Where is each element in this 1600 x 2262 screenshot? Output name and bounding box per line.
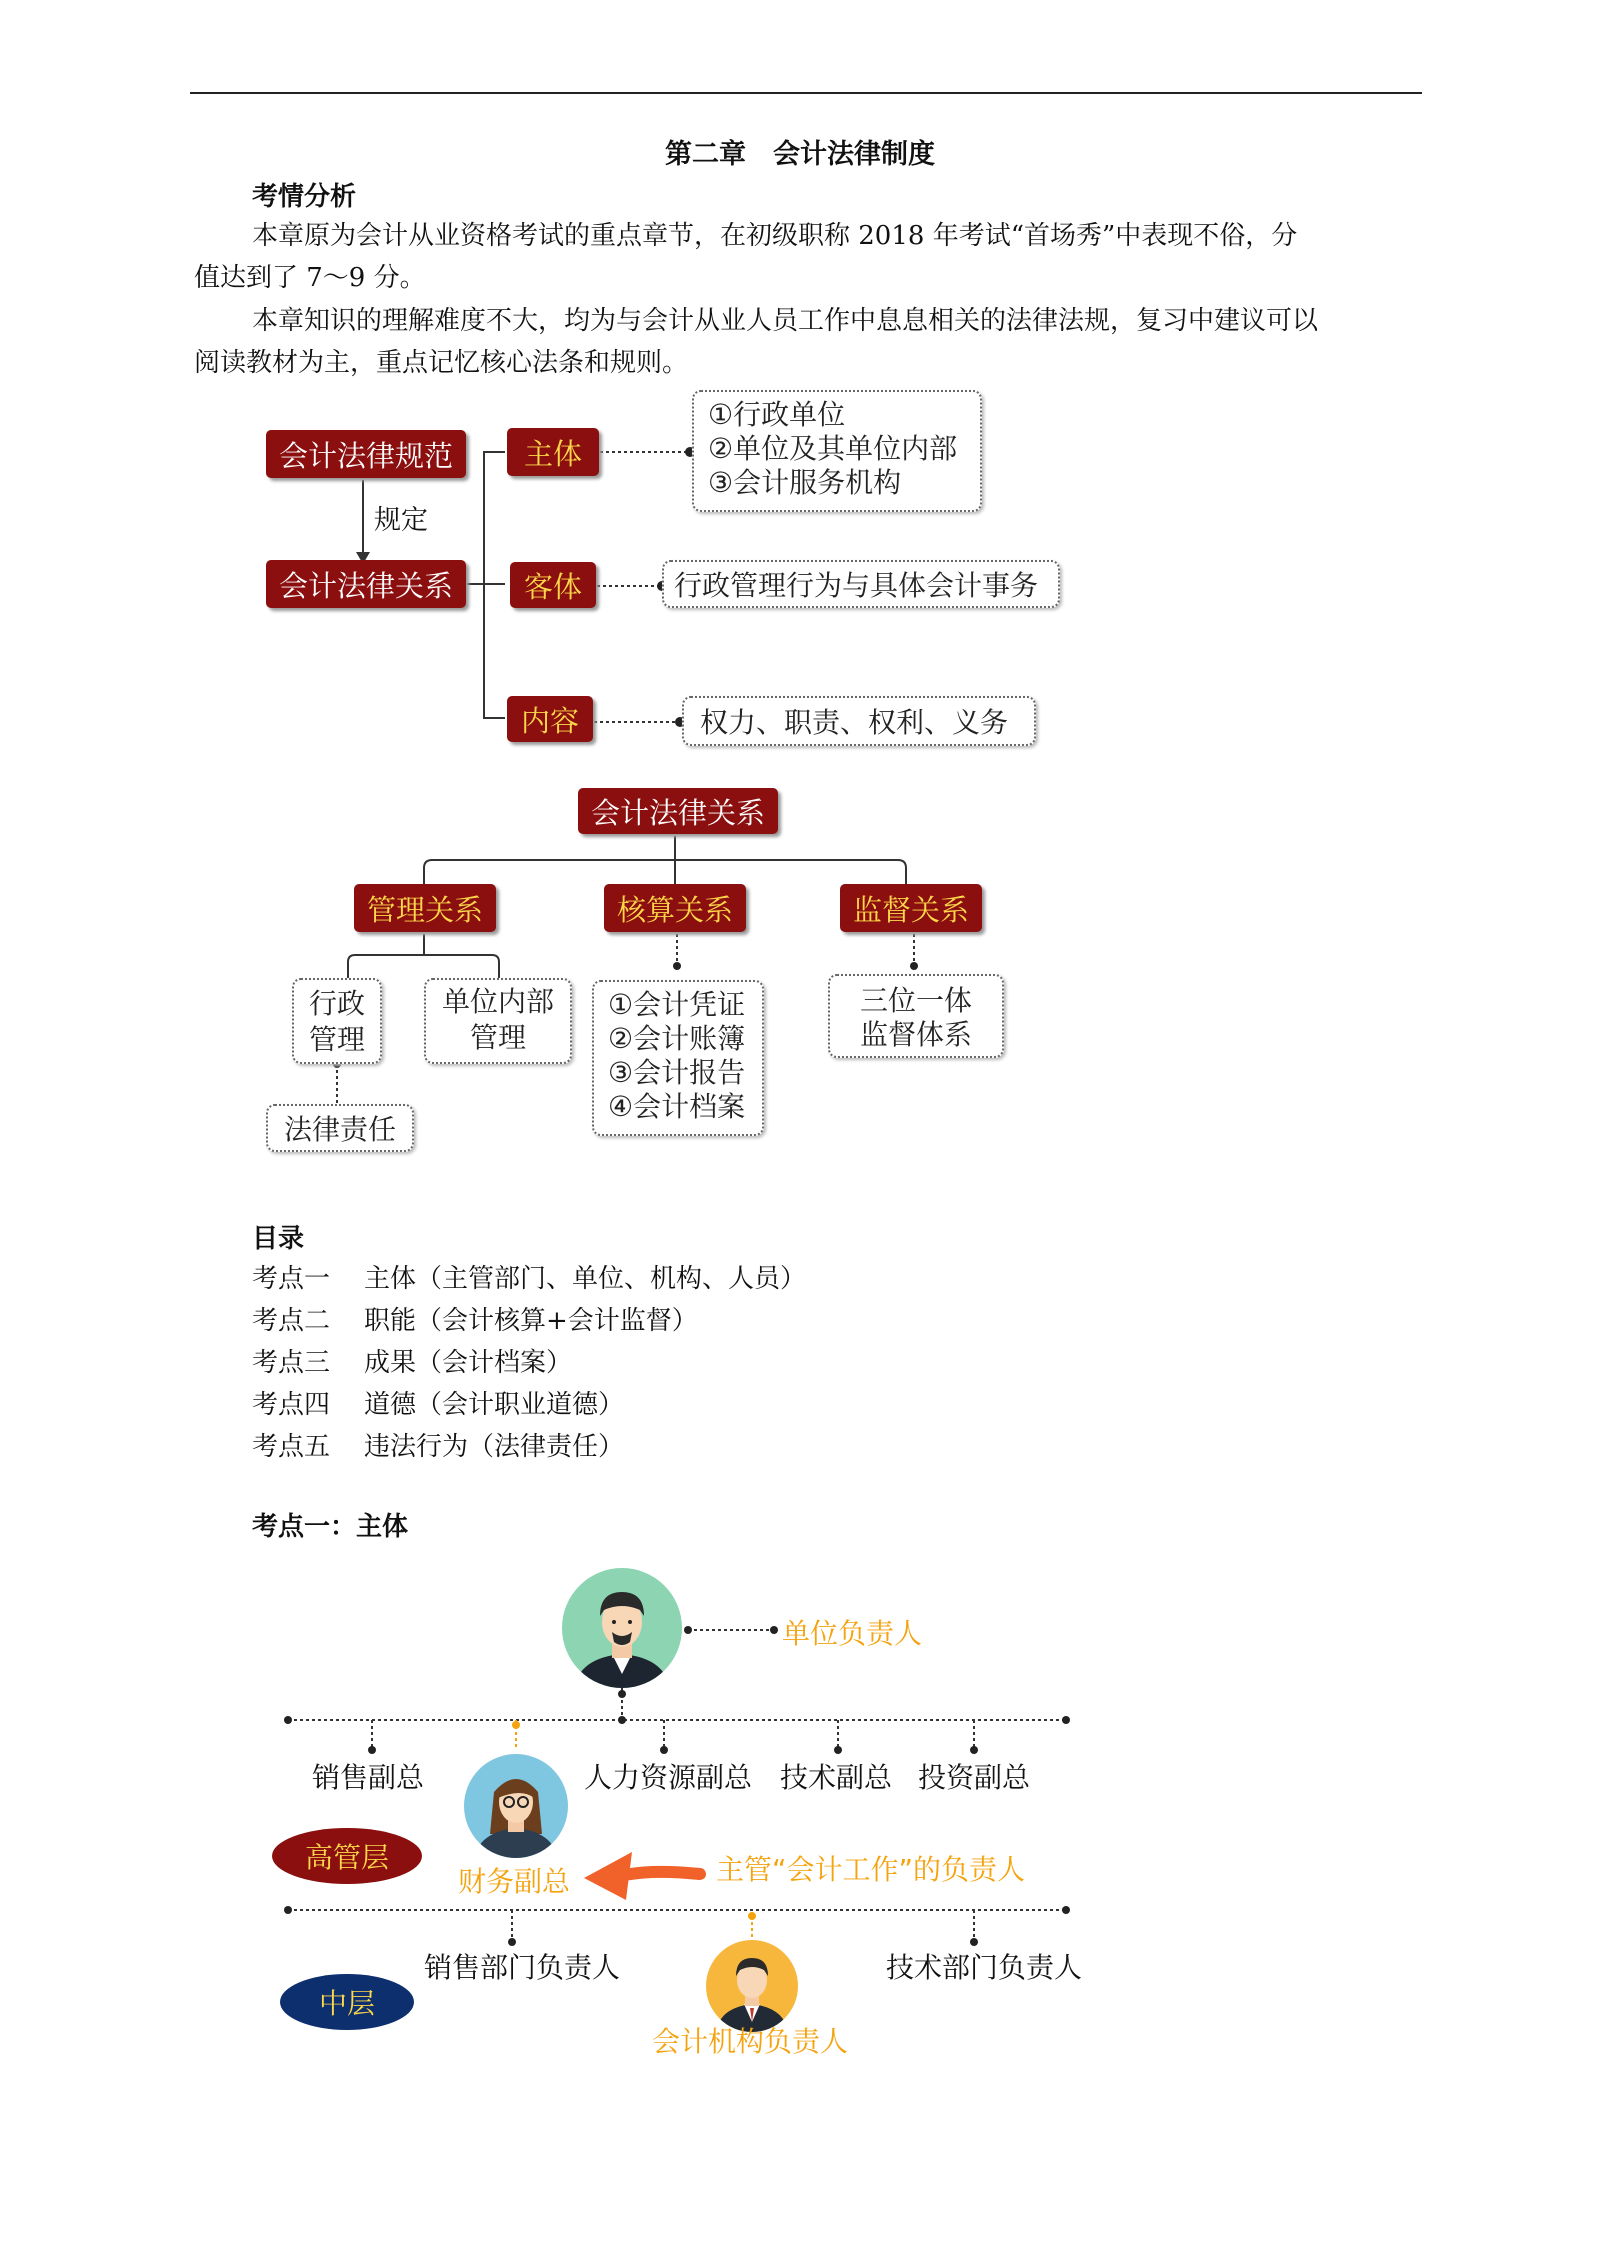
middle-badge: 中层: [280, 1974, 414, 2030]
analysis-heading: 考情分析: [252, 182, 357, 212]
subject-item: ③会计服务机构: [708, 466, 902, 499]
para1-line2: 值达到了 7～9 分。: [194, 263, 426, 293]
senior-badge: 高管层: [272, 1828, 422, 1884]
subject-box: 主体: [507, 428, 599, 476]
super-item-line2: 监督体系: [859, 1018, 972, 1051]
arrow-label: 规定: [374, 505, 428, 536]
super-item-line1: 三位一体: [859, 984, 972, 1017]
acct-head-label: 会计机构负责人: [652, 2025, 849, 2058]
annotation-label: 主管“会计工作”的负责人: [716, 1853, 1026, 1886]
norm-box: 会计法律规范: [266, 430, 466, 478]
object-box: 客体: [510, 562, 596, 608]
sales-vp-label: 销售副总: [312, 1761, 425, 1794]
toc-item: 考点五 违法行为（法律责任）: [252, 1432, 625, 1462]
invest-vp-label: 投资副总: [918, 1761, 1031, 1794]
internal-mgmt-line1: 单位内部: [441, 985, 554, 1018]
toc-item: 考点四 道德（会计职业道德）: [252, 1390, 625, 1420]
toc-item: 考点二 职能（会计核算+会计监督）: [252, 1306, 698, 1336]
content-item-box: 权力、职责、权利、义务: [682, 696, 1036, 746]
woman-avatar-icon: [462, 1752, 570, 1860]
admin-mgmt-line2: 管理: [308, 1023, 365, 1056]
head-label: 单位负责人: [782, 1617, 923, 1650]
relation-box: 会计法律关系: [266, 560, 466, 608]
acct-item: ②会计账簿: [608, 1022, 746, 1055]
mgmt-box: 管理关系: [354, 884, 496, 932]
internal-mgmt-line2: 管理: [469, 1021, 526, 1054]
finance-vp-avatar: [462, 1752, 570, 1860]
content-box: 内容: [507, 696, 593, 742]
para2-line2: 阅读教材为主，重点记忆核心法条和规则。: [194, 348, 689, 378]
para1-line1: 本章原为会计从业资格考试的重点章节，在初级职称 2018 年考试“首场秀”中表现不俗，分: [252, 221, 1298, 251]
tech-vp-label: 技术副总: [780, 1761, 893, 1794]
acct-item: ④会计档案: [608, 1090, 746, 1123]
acct-item: ③会计报告: [608, 1056, 746, 1089]
section1-heading: 考点一：主体: [252, 1512, 409, 1542]
toc-item: 考点一 主体（主管部门、单位、机构、人员）: [252, 1264, 807, 1294]
para2-line1: 本章知识的理解难度不大，均为与会计从业人员工作中息息相关的法律法规，复习中建议可以: [252, 306, 1319, 336]
toc-item: 考点三 成果（会计档案）: [252, 1348, 573, 1378]
hr-vp-label: 人力资源副总: [584, 1761, 753, 1794]
super-box: 监督关系: [840, 884, 982, 932]
acct-item: ①会计凭证: [608, 988, 746, 1021]
chapter-title: 第二章 会计法律制度: [665, 139, 935, 170]
finance-vp-label: 财务副总: [458, 1865, 571, 1898]
head-avatar: [560, 1566, 684, 1690]
subject-item: ②单位及其单位内部: [708, 432, 958, 465]
object-item-box: 行政管理行为与具体会计事务: [662, 560, 1060, 608]
tech-head-label: 技术部门负责人: [886, 1951, 1083, 1984]
subject-item: ①行政单位: [708, 398, 846, 431]
sales-head-label: 销售部门负责人: [424, 1951, 621, 1984]
d2-root-box: 会计法律关系: [578, 788, 778, 834]
acct-box: 核算关系: [604, 884, 746, 932]
toc-heading: 目录: [252, 1224, 305, 1254]
legal-liability-box: 法律责任: [266, 1104, 414, 1152]
admin-mgmt-line1: 行政: [308, 987, 365, 1020]
man-avatar-icon: [560, 1566, 684, 1690]
